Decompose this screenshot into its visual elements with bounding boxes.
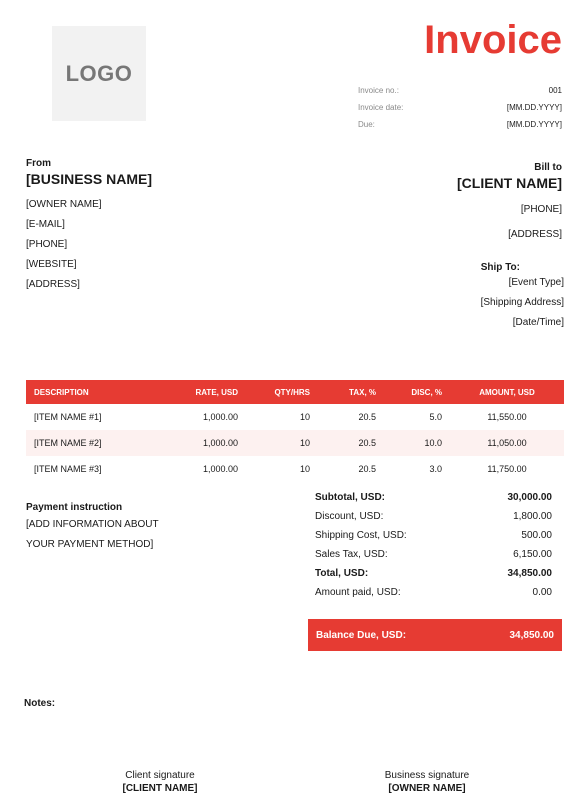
header-amount: AMOUNT, USD — [450, 380, 564, 404]
line-items-table — [26, 380, 564, 482]
payment-heading: Payment instruction — [26, 502, 123, 513]
website: [WEBSITE] — [26, 259, 77, 270]
totals-label: Total, USD: — [315, 568, 369, 579]
business-name: [BUSINESS NAME] — [26, 171, 153, 187]
invoice-date: [MM.DD.YYYY] — [506, 103, 562, 112]
item-description: [ITEM NAME #2] — [26, 430, 176, 456]
ship-to-section — [344, 262, 564, 333]
table-row — [26, 404, 564, 430]
shipping-cost-row — [315, 526, 552, 545]
discount-value: 1,800.00 — [513, 511, 552, 522]
sales-tax-value: 6,150.00 — [513, 549, 552, 560]
item-amount: 11,050.00 — [450, 430, 564, 456]
address: [ADDRESS] — [26, 279, 80, 290]
client-name: [CLIENT NAME] — [457, 175, 562, 191]
total-value: 34,850.00 — [507, 568, 552, 579]
balance-due-label: Balance Due, USD: — [316, 629, 407, 641]
email: [E-MAIL] — [26, 219, 65, 230]
table-header-row — [26, 380, 564, 404]
company-logo — [52, 26, 146, 121]
phone: [PHONE] — [26, 239, 68, 250]
due-date-row — [358, 120, 562, 137]
header-disc: DISC, % — [384, 380, 450, 404]
header-tax: TAX, % — [318, 380, 384, 404]
totals-label: Discount, USD: — [315, 511, 384, 522]
client-signature-name: [CLIENT NAME] — [122, 783, 198, 794]
invoice-title: Invoice — [424, 18, 562, 62]
item-amount: 11,550.00 — [487, 412, 527, 422]
totals-label: Subtotal, USD: — [315, 492, 385, 503]
item-rate: 1,000.00 — [202, 412, 238, 422]
item-description: [ITEM NAME #3] — [34, 464, 102, 474]
header-description: DESCRIPTION — [26, 380, 176, 404]
bill-to-heading: Bill to — [534, 162, 562, 173]
shipping-cost-value: 500.00 — [521, 530, 552, 541]
amount-paid-value: 0.00 — [532, 587, 552, 598]
payment-text: [ADD INFORMATION ABOUT YOUR PAYMENT METHOD] — [26, 519, 159, 550]
notes-heading: Notes: — [24, 698, 56, 709]
totals-label: Amount paid, USD: — [315, 587, 401, 598]
item-tax: 20.5 — [358, 464, 376, 474]
invoice-number-row — [358, 86, 562, 103]
item-disc: 5.0 — [429, 412, 442, 422]
item-tax: 20.5 — [318, 430, 384, 456]
balance-due-bar — [308, 619, 562, 651]
header-rate: RATE, USD — [176, 380, 246, 404]
invoice-date-row — [358, 103, 562, 120]
client-signature — [100, 770, 220, 794]
item-tax: 20.5 — [358, 412, 376, 422]
item-disc: 3.0 — [429, 464, 442, 474]
meta-label: Due: — [358, 120, 375, 129]
item-qty: 10 — [299, 412, 310, 422]
item-amount: 11,750.00 — [487, 464, 527, 474]
payment-instruction-section — [26, 502, 266, 555]
header-qty: QTY/HRS — [246, 380, 318, 404]
date-time: [Date/Time] — [512, 317, 564, 328]
table-row — [26, 430, 564, 456]
table-row — [26, 456, 564, 482]
owner-name: [OWNER NAME] — [26, 199, 102, 210]
ship-to-heading: Ship To: — [480, 262, 520, 273]
invoice-number: 001 — [548, 86, 562, 95]
item-disc: 10.0 — [384, 430, 450, 456]
business-signature — [366, 770, 488, 794]
item-rate: 1,000.00 — [202, 464, 238, 474]
totals-label: Sales Tax, USD: — [315, 549, 388, 560]
amount-paid-row — [315, 583, 552, 602]
subtotal-value: 30,000.00 — [507, 492, 552, 503]
item-rate: 1,000.00 — [176, 430, 246, 456]
totals-section — [315, 488, 552, 602]
due-date: [MM.DD.YYYY] — [506, 120, 562, 129]
meta-label: Invoice date: — [358, 103, 404, 112]
totals-label: Shipping Cost, USD: — [315, 530, 407, 541]
sales-tax-row — [315, 545, 552, 564]
item-qty: 10 — [246, 430, 318, 456]
bill-to-section — [322, 162, 562, 247]
business-signature-label: Business signature — [384, 770, 470, 781]
meta-label: Invoice no.: — [358, 86, 399, 95]
subtotal-row — [315, 488, 552, 507]
from-heading: From — [26, 158, 51, 169]
invoice-meta — [358, 86, 562, 137]
client-signature-label: Client signature — [125, 770, 195, 781]
shipping-address: [Shipping Address] — [480, 297, 564, 308]
event-type: [Event Type] — [508, 277, 564, 288]
business-signature-name: [OWNER NAME] — [388, 783, 466, 794]
balance-due-value: 34,850.00 — [509, 629, 554, 641]
from-section — [26, 158, 266, 295]
item-description: [ITEM NAME #1] — [34, 412, 102, 422]
logo-text: LOGO — [65, 60, 133, 86]
total-row — [315, 564, 552, 583]
discount-row — [315, 507, 552, 526]
item-qty: 10 — [299, 464, 310, 474]
client-phone: [PHONE] — [520, 204, 562, 215]
client-address: [ADDRESS] — [508, 229, 562, 240]
